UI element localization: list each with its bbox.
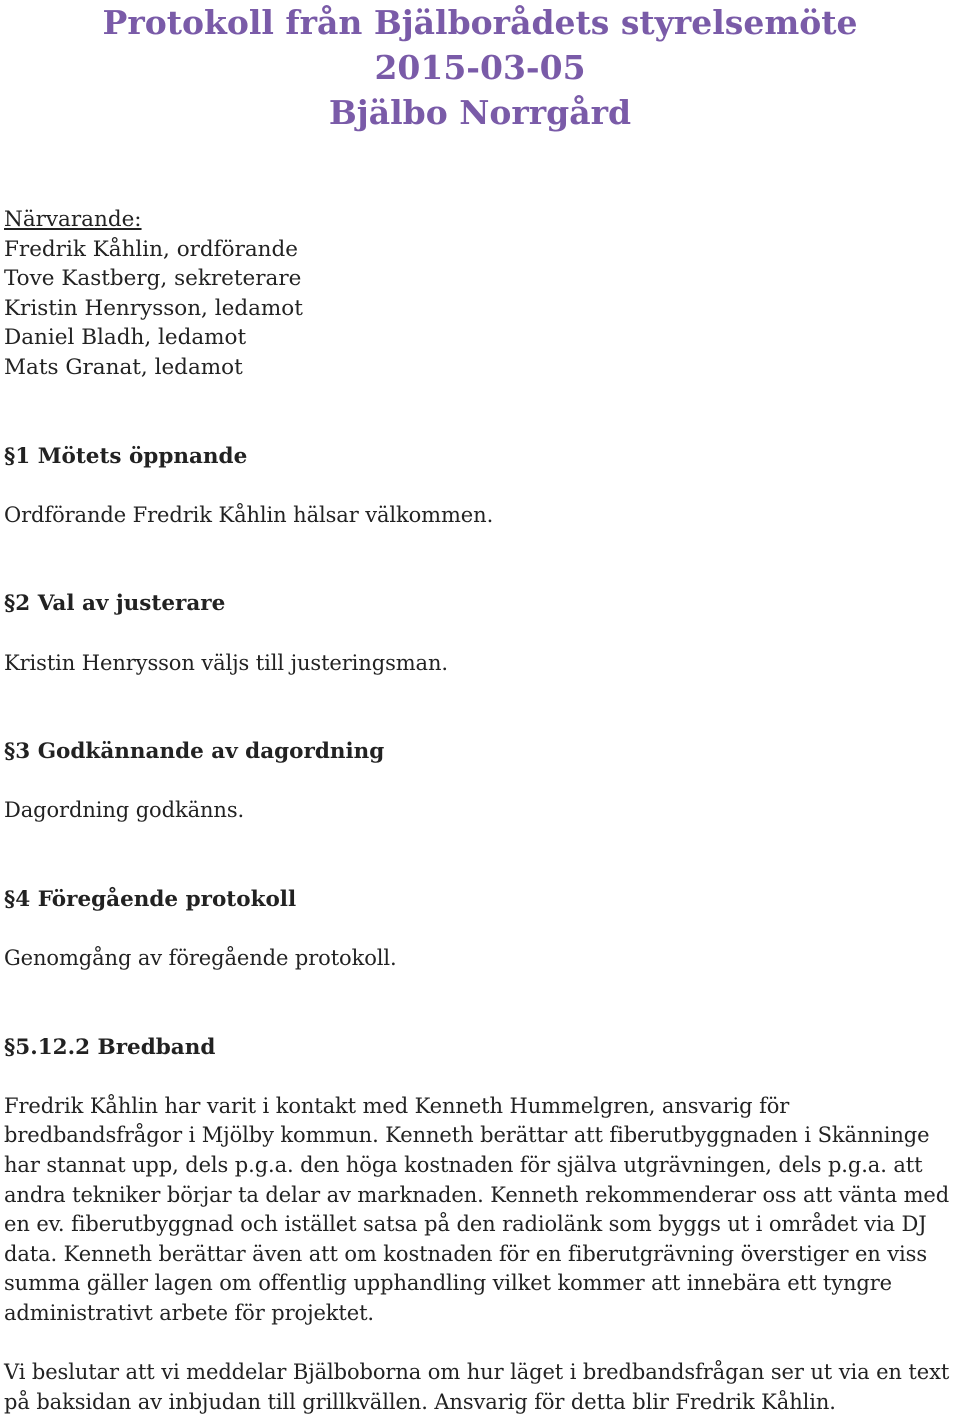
section-heading-4: §4 Föregående protokoll	[4, 886, 297, 912]
document-title	[0, 0, 960, 135]
section-text-4: Genomgång av föregående protokoll.	[4, 946, 397, 971]
section-text-2: Kristin Henrysson väljs till justeringsman.	[4, 650, 448, 675]
attendee-item: Mats Granat, ledamot	[4, 354, 243, 380]
section-text-1: Ordförande Fredrik Kåhlin hälsar välkommen.	[4, 502, 494, 527]
attendee-item: Fredrik Kåhlin, ordförande	[4, 236, 299, 262]
title-line-3: Bjälbo Norrgård	[328, 93, 632, 132]
attendees-block	[4, 205, 956, 383]
attendee-item: Tove Kastberg, sekreterare	[4, 266, 302, 292]
title-line-1: Protokoll från Bjälborådets styrelsemöte	[102, 3, 858, 42]
section-heading-3: §3 Godkännande av dagordning	[4, 739, 385, 765]
attendee-item: Daniel Bladh, ledamot	[4, 325, 247, 351]
section-heading-2: §2 Val av justerare	[4, 591, 226, 617]
title-line-2: 2015-03-05	[374, 48, 586, 87]
section-heading-5: §5.12.2 Bredband	[4, 1034, 216, 1060]
document-body	[4, 205, 956, 1417]
section-text-3: Dagordning godkänns.	[4, 798, 245, 823]
section-heading-1: §1 Mötets öppnande	[4, 443, 248, 469]
section-decision-5: Vi beslutar att vi meddelar Bjälboborna om hur läget i bredbandsfrågan ser ut via en text på baksidan av inbjudan till grillkvällen. Ansvarig för detta blir Fredrik Kåhlin.	[4, 1360, 950, 1414]
section-text-5: Fredrik Kåhlin har varit i kontakt med Kenneth Hummelgren, ansvarig för bredbandsfrågor i Mjölby kommun. Kenneth berättar att fiberutbyggnaden i Skänninge har stannat upp, dels p.g.a. den höga kostnaden för själva utgrävningen, dels p.g.a. att andra tekniker börjar ta delar av marknaden. Kenneth rekommenderar oss att vänta med en ev. fiberutbyggnad och istället satsa på den radiolänk som byggs ut i området via DJ data. Kenneth berättar även att om kostnaden för en fiberutgrävning överstiger en viss summa gäller lagen om offentlig upphandling vilket kommer att innebära ett tyngre administrativt arbete för projektet.	[4, 1093, 950, 1326]
attendee-item: Kristin Henrysson, ledamot	[4, 295, 303, 321]
attendees-label: Närvarande:	[4, 207, 142, 232]
